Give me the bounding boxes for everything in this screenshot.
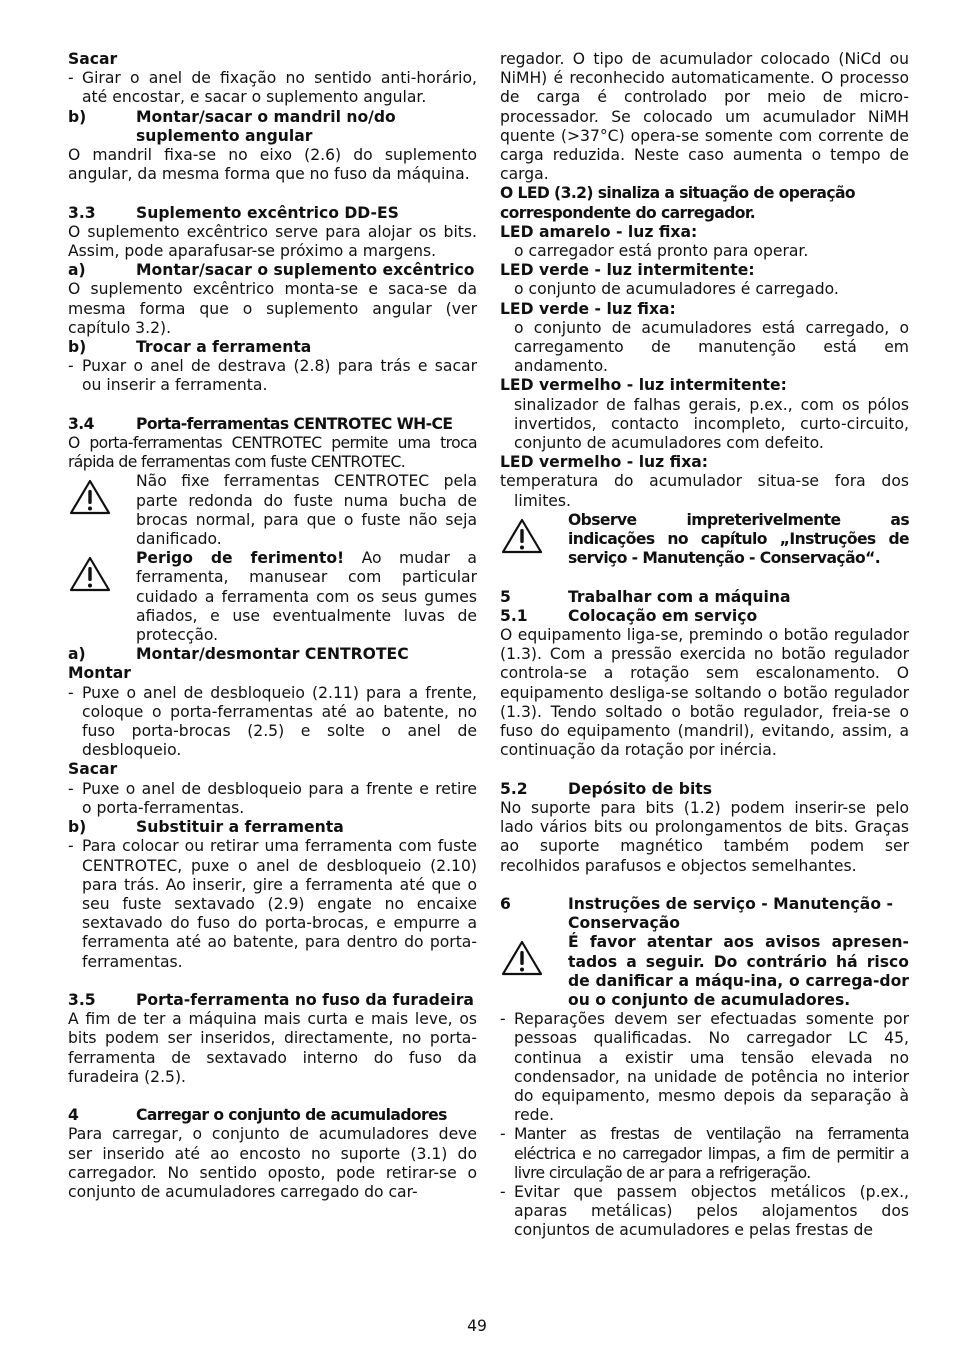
sacar-heading: Sacar (68, 760, 118, 779)
section-heading-5-1: 5.1 Colocação em serviço (500, 606, 758, 625)
right-column (500, 50, 909, 1241)
subsection-heading: b) Substituir a ferramenta (68, 818, 344, 837)
section-heading-3-5: 3.5 Porta-ferramenta no fuso da furadeira (68, 990, 474, 1009)
paragraph: regador. O tipo de acumulador colocado (NiCd ou NiMH) é reconhecido automaticamente. O processo de carga é controlado por meio de micro-processador. Se colocado um acumulador NiMH quente (>37°C) opera-se somente com corrente de carga reduzida. Neste caso aumenta o tempo de carga. (500, 50, 909, 184)
warning-triangle-icon (68, 472, 136, 549)
led-description: o conjunto de acumuladores é carregado. (514, 280, 839, 299)
led-description: temperatura do acumulador situa-se fora dos limites. (500, 472, 909, 510)
led-heading: LED vermelho - luz intermitente: (500, 376, 787, 395)
list-item: - Girar o anel de fixação no sentido anti-horário, até encostar, e sacar o suplemento angular. (68, 69, 477, 107)
paragraph: O suplemento excêntrico serve para alojar os bits. Assim, pode aparafusar-se próximo a margens. (68, 222, 477, 261)
subsection-heading: a) Montar/sacar o suplemento excêntrico (68, 261, 475, 280)
section-heading-4: 4 Carregar o conjunto de acumuladores (68, 1106, 447, 1125)
led-intro: O LED (3.2) sinaliza a situação de operação correspondente do carregador. (500, 184, 855, 222)
list-item: - Reparações devem ser efectuadas somente por pessoas qualificadas. No carregador LC 45, continua a existir uma tensão elevada no condensador, na unidade de potência no interior do equipamento, mesmo depois da separação à rede. (500, 1010, 909, 1125)
paragraph: Para carregar, o conjunto de acumuladores deve ser inserido até ao encosto no suporte (3.1) do carregador. No sentido oposto, pode retirar-se o conjunto de acumuladores carregado do car- (68, 1125, 477, 1201)
warning-block: Observe impreterivelmente as indicações no capítulo „Instruções de serviço - Manutenção - Conservação“. (500, 511, 909, 569)
section-heading-5: 5 Trabalhar com a máquina (500, 587, 791, 606)
section-heading-6: 6 Instruções de serviço - Manutenção - Conservação (500, 894, 893, 933)
list-item: - Para colocar ou retirar uma ferramenta com fuste CENTROTEC, puxe o anel de desbloqueio (2.10) para trás. Ao inserir, gire a ferramenta até que o seu fuste sextavado (2.9) engate no encaixe sextavado do fuso do porta-brocas, e empurre a ferramenta até ao batente, para dentro do porta-ferramentas. (68, 837, 477, 971)
led-heading: LED vermelho - luz fixa: (500, 453, 709, 472)
led-heading: LED verde - luz intermitente: (500, 261, 755, 280)
led-heading: LED amarelo - luz fixa: (500, 222, 698, 241)
sacar-heading: Sacar (68, 50, 118, 68)
page-number: 49 (467, 1317, 487, 1335)
led-description: o conjunto de acumuladores está carregado, o carregamento de manutenção está em andamento. (514, 318, 909, 376)
list-item: - Manter as frestas de ventilação na ferramenta eléctrica e no carregador limpas, a fim de permitir a livre circulação de ar para a refrigeração. (500, 1125, 909, 1182)
section-heading-5-2: 5.2 Depósito de bits (500, 779, 713, 798)
paragraph: A fim de ter a máquina mais curta e mais leve, os bits podem ser inseridos, directamente, no porta-ferramenta de sextavado interno do fuso da furadeira (2.5). (68, 1010, 477, 1086)
subsection-heading: b) Montar/sacar o mandril no/do suplemento angular (68, 107, 396, 145)
led-heading: LED verde - luz fixa: (500, 299, 676, 318)
warning-block: Não fixe ferramentas CENTROTEC pela parte redonda do fuste numa bucha de brocas normal, para que o fuste não seja danificado. (68, 472, 477, 549)
subsection-heading: b) Trocar a ferramenta (68, 338, 312, 357)
paragraph: O porta-ferramentas CENTROTEC permite uma troca rápida de ferramentas com fuste CENTROTEC. (68, 434, 477, 472)
section-heading-3-3: 3.3 Suplemento excêntrico DD-ES (68, 203, 399, 222)
list-item: - Puxe o anel de desbloqueio para a frente e retire o porta-ferramentas. (68, 779, 477, 817)
left-column (68, 50, 477, 1202)
paragraph: O suplemento excêntrico monta-se e saca-se da mesma forma que o suplemento angular (ver capítulo 3.2). (68, 280, 477, 337)
warning-block: Perigo de ferimento! Ao mudar a ferramenta, manusear com particular cuidado a ferramenta com os seus gumes afiados, e use eventualmente luvas de protecção. (68, 549, 477, 645)
warning-triangle-icon (500, 933, 568, 1010)
paragraph: O mandril fixa-se no eixo (2.6) do suplemento angular, da mesma forma que no fuso da máquina. (68, 146, 477, 184)
paragraph: No suporte para bits (1.2) podem inserir-se pelo lado vários bits ou prolongamentos de bits. Graças ao suporte magnético também podem ser recolhidos parafusos e objectos semelhantes. (500, 798, 909, 875)
list-item: - Evitar que passem objectos metálicos (p.ex., aparas metálicas) pelos alojamentos dos conjuntos de acumuladores e pelas frestas de (500, 1182, 909, 1240)
montar-heading: Montar (68, 664, 131, 683)
warning-triangle-icon (68, 549, 136, 645)
section-heading-3-4: 3.4 Porta-ferramentas CENTROTEC WH-CE (68, 414, 453, 433)
warning-block: É favor atentar aos avisos apresen-tados a seguir. Do contrário há risco de danificar a máqu-ina, o carrega-dor ou o conjunto de acumuladores. (500, 933, 909, 1010)
warning-triangle-icon (500, 511, 568, 569)
led-description: o carregador está pronto para operar. (514, 242, 809, 261)
list-item: - Puxe o anel de desbloqueio (2.11) para a frente, coloque o porta-ferramentas até ao batente, no fuso porta-brocas (2.5) e solte o anel de desbloqueio. (68, 683, 477, 760)
list-item: - Puxar o anel de destrava (2.8) para trás e sacar ou inserir a ferramenta. (68, 357, 477, 395)
paragraph: O equipamento liga-se, premindo o botão regulador (1.3). Com a pressão exercida no botão regulador controla-se a rotação sem escalonamento. O equipamento desliga-se soltando o botão regulador (1.3). Tendo soltado o botão regulador, freia-se o fuso do equipamento (mandril), evitando, assim, a continuação da rotação por inércia. (500, 626, 909, 760)
subsection-heading: a) Montar/desmontar CENTROTEC (68, 645, 409, 664)
led-description: sinalizador de falhas gerais, p.ex., com os pólos invertidos, contacto incompleto, curto-circuito, conjunto de acumuladores com defeito. (514, 395, 909, 453)
